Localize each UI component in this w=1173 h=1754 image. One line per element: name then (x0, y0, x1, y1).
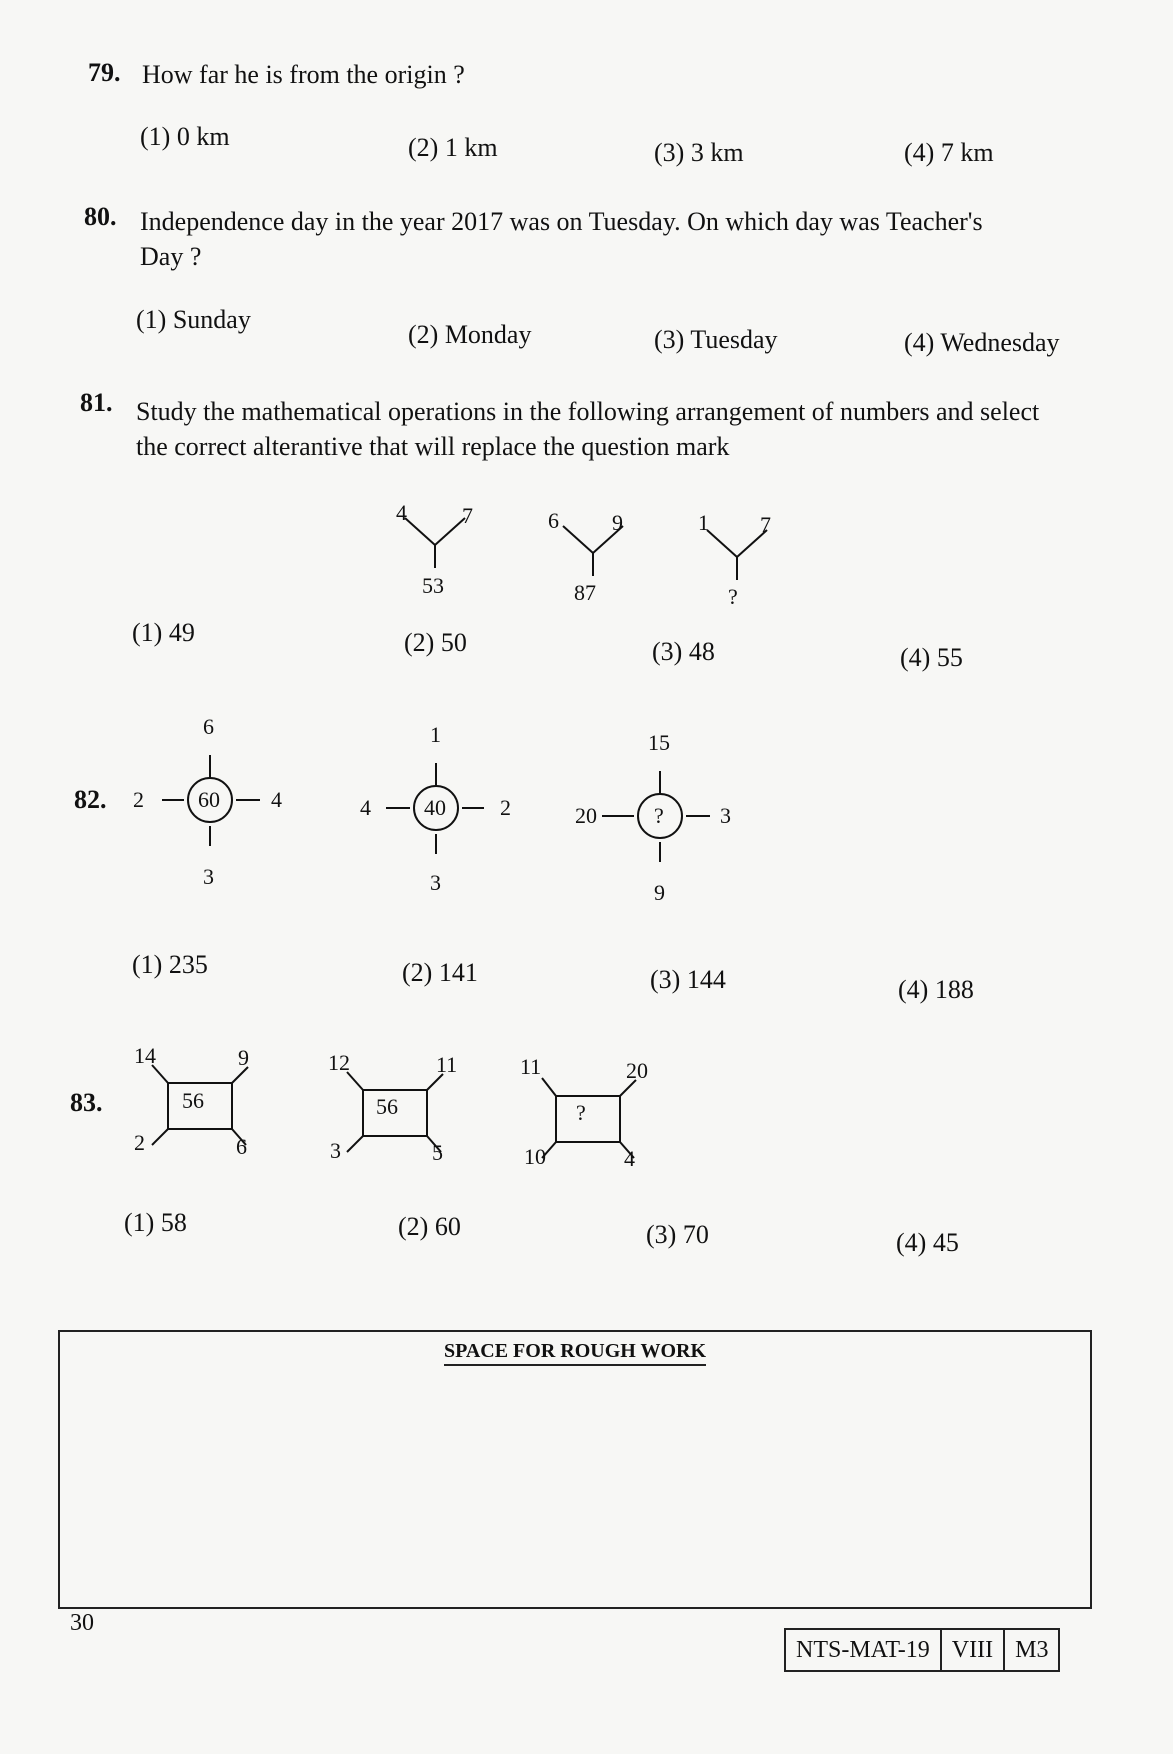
square-bottom-right-value: 4 (624, 1146, 635, 1171)
paper-code-part: M3 (1003, 1628, 1060, 1672)
y-right-value: 9 (612, 510, 623, 535)
y-bottom-value: 53 (422, 573, 444, 598)
rough-work-title (60, 1340, 1090, 1363)
y-bottom-value: 87 (574, 580, 596, 605)
question-number: 82. (74, 785, 107, 814)
cross-left-value: 2 (133, 787, 144, 812)
paper-code-box (786, 1628, 1060, 1672)
option-3: (3) Tuesday (654, 325, 778, 354)
option-4: (4) 55 (900, 643, 963, 672)
cross-center-value: ? (654, 803, 664, 828)
square-top-left-value: 11 (520, 1054, 542, 1079)
option-2: (2) 1 km (408, 133, 498, 162)
square-center-value: 56 (182, 1088, 204, 1113)
paper-code-part: VIII (940, 1628, 1005, 1672)
cross-center-value: 60 (198, 787, 220, 812)
cross-top-value: 15 (648, 730, 670, 755)
paper-code-part: NTS-MAT-19 (784, 1628, 942, 1672)
question-number: 80. (84, 202, 117, 231)
option-4: (4) 45 (896, 1228, 959, 1257)
square-top-right-value: 11 (436, 1052, 458, 1077)
option-3: (3) 3 km (654, 138, 744, 167)
option-4: (4) 7 km (904, 138, 994, 167)
option-1: (1) 235 (132, 950, 208, 979)
question-text-line2: the correct alterantive that will replace the question mark (136, 432, 730, 461)
square-top-right-value: 20 (626, 1058, 648, 1083)
square-top-left-value: 12 (328, 1050, 350, 1075)
y-left-value: 4 (396, 500, 407, 525)
question-text-line1: Independence day in the year 2017 was on Tuesday. On which day was Teacher's (140, 207, 983, 236)
square-bottom-right-value: 6 (236, 1134, 247, 1159)
option-2: (2) 141 (402, 958, 478, 987)
option-2: (2) 60 (398, 1212, 461, 1241)
option-1: (1) 58 (124, 1208, 187, 1237)
square-bottom-left-value: 3 (330, 1138, 341, 1163)
cross-bottom-value: 9 (654, 880, 665, 905)
cross-bottom-value: 3 (203, 864, 214, 889)
option-2: (2) 50 (404, 628, 467, 657)
square-top-right-value: 9 (238, 1045, 249, 1070)
option-1: (1) 0 km (140, 122, 230, 151)
y-right-value: 7 (462, 503, 473, 528)
question-number: 81. (80, 388, 113, 417)
option-4: (4) Wednesday (904, 328, 1060, 357)
question-text-line1: Study the mathematical operations in the following arrangement of numbers and select (136, 397, 1040, 426)
y-right-value: 7 (760, 512, 771, 537)
option-1: (1) Sunday (136, 305, 251, 334)
cross-left-value: 4 (360, 795, 371, 820)
square-top-left-value: 14 (134, 1043, 156, 1068)
cross-left-value: 20 (575, 803, 597, 828)
square-bottom-left-value: 10 (524, 1144, 546, 1169)
question-text: How far he is from the origin ? (142, 60, 465, 89)
question-number: 83. (70, 1088, 103, 1117)
square-bottom-right-value: 5 (432, 1140, 443, 1165)
option-3: (3) 48 (652, 637, 715, 666)
cross-right-value: 3 (720, 803, 731, 828)
option-3: (3) 70 (646, 1220, 709, 1249)
option-1: (1) 49 (132, 618, 195, 647)
cross-right-value: 2 (500, 795, 511, 820)
square-bottom-left-value: 2 (134, 1130, 145, 1155)
y-left-value: 6 (548, 508, 559, 533)
cross-center-value: 40 (424, 795, 446, 820)
rough-work-title-text: SPACE FOR ROUGH WORK (444, 1340, 706, 1366)
y-left-value: 1 (698, 510, 709, 535)
option-2: (2) Monday (408, 320, 532, 349)
cross-figure (590, 736, 760, 906)
question-number: 79. (88, 58, 121, 87)
y-bottom-value: ? (728, 584, 738, 609)
page-number: 30 (70, 1610, 94, 1636)
option-4: (4) 188 (898, 975, 974, 1004)
question-text-line2: Day ? (140, 242, 202, 271)
cross-right-value: 4 (271, 787, 282, 812)
square-center-value: 56 (376, 1094, 398, 1119)
cross-top-value: 6 (203, 714, 214, 739)
cross-top-value: 1 (430, 722, 441, 747)
cross-bottom-value: 3 (430, 870, 441, 895)
square-center-value: ? (576, 1100, 586, 1125)
option-3: (3) 144 (650, 965, 726, 994)
rough-work-area (58, 1330, 1092, 1609)
